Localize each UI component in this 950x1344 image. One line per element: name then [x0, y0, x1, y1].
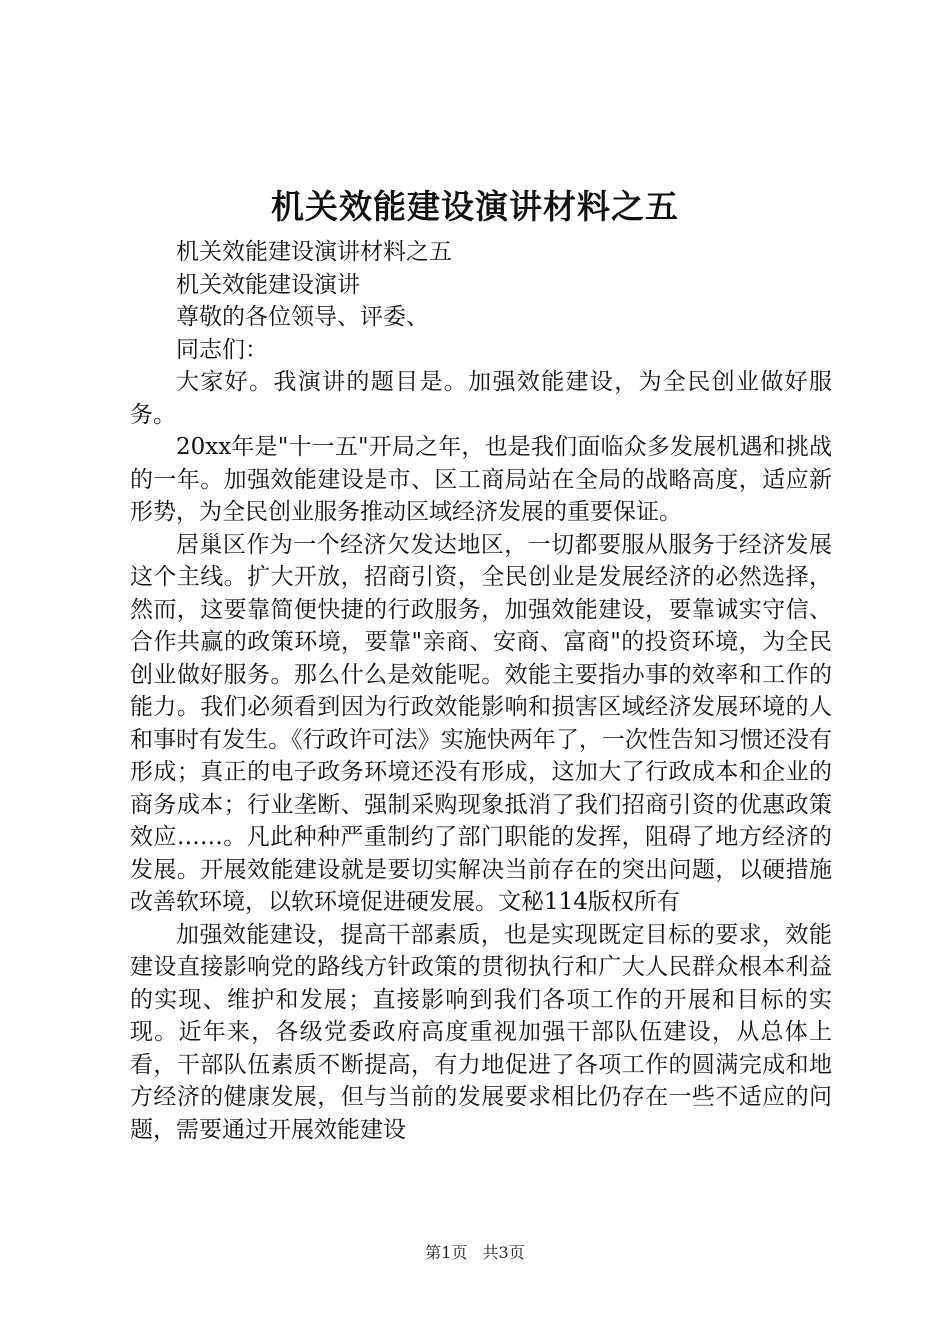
paragraph-cadre-quality: 加强效能建设，提高干部素质，也是实现既定目标的要求，效能建设直接影响党的路线方针政策的贯彻执行和广大人民群众根本利益的实现、维护和发展；直接影响到我们各项工作的开展和目标的实现。近年来，各级党委政府高度重视加强干部队伍建设，从总体上看，干部队伍素质不断提高，有力地促进了各项工作的圆满完成和地方经济的健康发展，但与当前的发展要求相比仍存在一些不适应的问题，需要通过开展效能建设 [130, 921, 832, 1143]
paragraph-speech-title: 机关效能建设演讲 [176, 271, 360, 298]
page-footer [0, 1241, 950, 1265]
paragraph-greeting: 大家好。我演讲的题目是。加强效能建设，为全民创业做好服务。 [130, 369, 832, 428]
document-title: 机关效能建设演讲材料之五 [271, 187, 679, 226]
paragraph-salutation-comrades: 同志们： [176, 336, 268, 363]
paragraph-salutation: 尊敬的各位领导、评委、 [176, 304, 429, 330]
paragraph-background: 20xx年是"十一五"开局之年，也是我们面临众多发展机遇和挑战的一年。加强效能建设是市、区工商局站在全局的战略高度，适应新形势，为全民创业服务推动区域经济发展的重要保证。 [130, 434, 832, 525]
page-number: 第1页 [425, 1243, 468, 1262]
paragraph-regional-development: 居巢区作为一个经济欠发达地区，一切都要服从服务于经济发展这个主线。扩大开放，招商引资，全民创业是发展经济的必然选择，然而，这要靠简便快捷的行政服务，加强效能建设，要靠诚实守信、合作共赢的政策环境，要靠"亲商、安商、富商"的投资环境，为全民创业做好服务。那么什么是效能呢。效能主要指办事的效率和工作的能力。我们必须看到因为行政效能影响和损害区域经济发展环境的人和事时有发生。《行政许可法》实施快两年了，一次性告知习惯还没有形成；真正的电子政务环境还没有形成，这加大了行政成本和企业的商务成本；行业垄断、强制采购现象抵消了我们招商引资的优惠政策效应……。凡此种种严重制约了部门职能的发挥，阻碍了地方经济的发展。开展效能建设就是要切实解决当前存在的突出问题，以硬措施改善软环境，以软环境促进硬发展。文秘114版权所有 [130, 531, 832, 915]
document-body [130, 236, 832, 1146]
paragraph-subtitle: 机关效能建设演讲材料之五 [176, 239, 452, 265]
page-count: 共3页 [482, 1243, 525, 1262]
